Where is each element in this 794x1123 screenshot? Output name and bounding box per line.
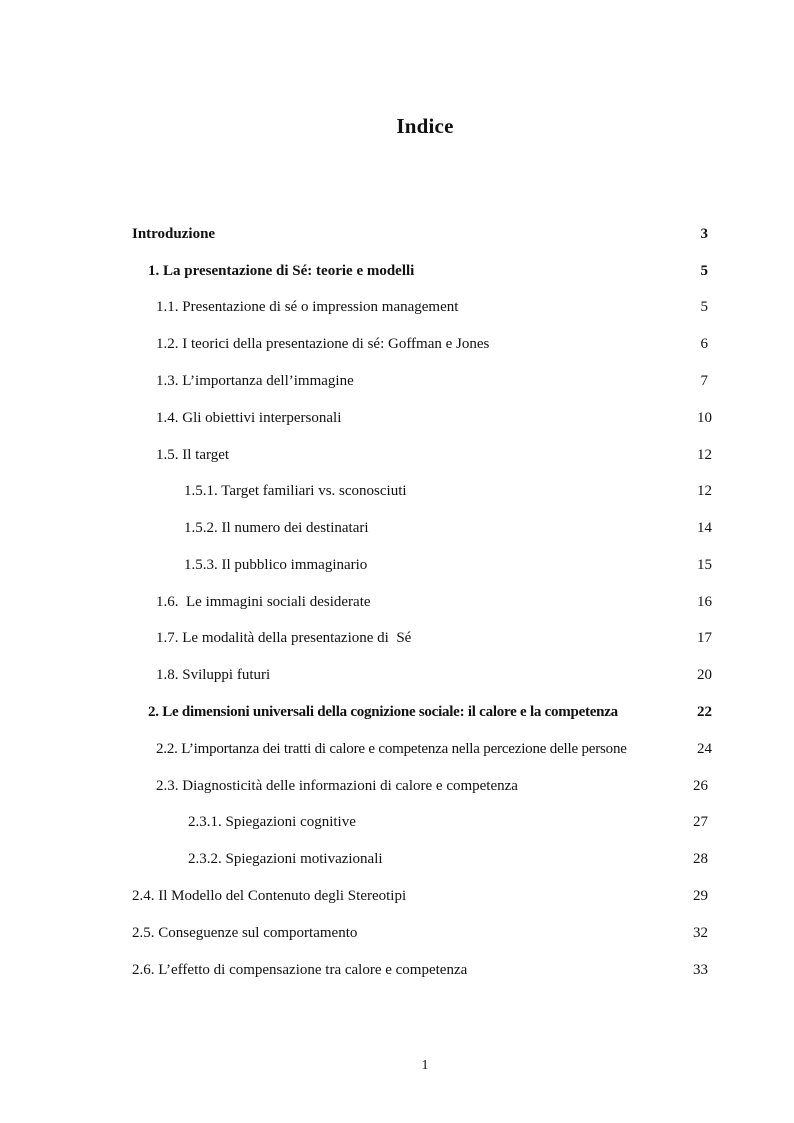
- toc-entry-2-3-1[interactable]: [188, 811, 708, 833]
- toc-entry-label: 1.5. Il target: [156, 447, 230, 463]
- toc-entry-1-8[interactable]: [156, 664, 712, 686]
- toc-entry-page: 26: [693, 778, 708, 794]
- toc-entry-label: 1.8. Sviluppi futuri: [156, 667, 271, 683]
- toc-entry-page: 7: [700, 373, 708, 389]
- toc-entry-label: 1.5.1. Target familiari vs. sconosciuti: [184, 483, 407, 499]
- toc-entry-page: 12: [697, 483, 712, 499]
- toc-entry-2-3[interactable]: [156, 775, 708, 797]
- toc-entry-page: 12: [697, 447, 712, 463]
- toc-entry-page: 32: [693, 925, 708, 941]
- toc-entry-label: 1.2. I teorici della presentazione di sé: Goffman e Jones: [156, 336, 490, 352]
- toc-entry-1-5[interactable]: [156, 444, 712, 466]
- toc-entry-page: 24: [697, 741, 712, 757]
- toc-entry-page: 16: [697, 594, 712, 610]
- toc-entry-1-3[interactable]: [156, 370, 708, 392]
- toc-entry-1-6[interactable]: [156, 591, 712, 613]
- toc-entry-1-5-3[interactable]: [184, 554, 712, 576]
- toc-entry-page: 3: [700, 226, 708, 242]
- toc-entry-label: 1.3. L’importanza dell’immagine: [156, 373, 354, 389]
- toc-entry-page: 15: [697, 557, 712, 573]
- toc-entry-page: 27: [693, 814, 708, 830]
- toc-entry-2-3-2[interactable]: [188, 848, 708, 870]
- toc-entry-1-4[interactable]: [156, 407, 712, 429]
- toc-entry-label: 2.3.1. Spiegazioni cognitive: [188, 814, 356, 830]
- toc-entry-2-5[interactable]: [132, 922, 708, 944]
- toc-entry-page: 5: [700, 263, 708, 279]
- toc-entry-label: 2.6. L’effetto di compensazione tra calore e competenza: [132, 962, 468, 978]
- toc-entry-2-6[interactable]: [132, 959, 708, 981]
- page-title: Indice: [396, 114, 454, 138]
- toc-entry-1-2[interactable]: [156, 333, 708, 355]
- toc-entry-label: 1. La presentazione di Sé: teorie e modelli: [148, 263, 415, 279]
- toc-entry-1-5-2[interactable]: [184, 517, 712, 539]
- toc-entry-label: 2.3.2. Spiegazioni motivazionali: [188, 851, 383, 867]
- toc-entry-label: 2.3. Diagnosticità delle informazioni di calore e competenza: [156, 778, 518, 794]
- toc-entry-1-5-1[interactable]: [184, 480, 712, 502]
- toc-entry-page: 10: [697, 410, 712, 426]
- toc-entry-page: 29: [693, 888, 708, 904]
- toc-entry-2-4[interactable]: [132, 885, 708, 907]
- toc-entry-page: 14: [697, 520, 712, 536]
- toc-entry-2-2[interactable]: [156, 738, 712, 760]
- toc-entry-1-7[interactable]: [156, 627, 712, 649]
- toc-entry-label: 1.5.3. Il pubblico immaginario: [184, 557, 368, 573]
- toc-entry-label: Introduzione: [132, 226, 216, 242]
- toc-entry-chapter-1[interactable]: [148, 260, 714, 282]
- toc-entry-page: 20: [697, 667, 712, 683]
- toc-entry-label: 1.5.2. Il numero dei destinatari: [184, 520, 369, 536]
- page-number: 1: [421, 1058, 429, 1073]
- toc-entry-page: 28: [693, 851, 708, 867]
- toc-entry-chapter-2[interactable]: [148, 701, 712, 723]
- toc-entry-label: 2.2. L’importanza dei tratti di calore e competenza nella percezione delle persone: [156, 741, 627, 757]
- toc-entry-page: 33: [693, 962, 708, 978]
- toc-entry-introduzione[interactable]: [132, 223, 714, 245]
- toc-entry-label: 2. Le dimensioni universali della cognizione sociale: il calore e la competenza: [148, 704, 618, 720]
- toc-entry-page: 5: [700, 299, 708, 315]
- toc-entry-label: 1.1. Presentazione di sé o impression management: [156, 299, 459, 315]
- toc-entry-label: 1.7. Le modalità della presentazione di Sé: [156, 630, 412, 646]
- toc-entry-page: 17: [697, 630, 712, 646]
- toc-entry-label: 1.4. Gli obiettivi interpersonali: [156, 410, 342, 426]
- toc-entry-page: 22: [697, 704, 712, 720]
- toc-entry-label: 2.4. Il Modello del Contenuto degli Stereotipi: [132, 888, 407, 904]
- toc-entry-label: 1.6. Le immagini sociali desiderate: [156, 594, 371, 610]
- toc-entry-label: 2.5. Conseguenze sul comportamento: [132, 925, 358, 941]
- toc-entry-page: 6: [700, 336, 708, 352]
- toc-entry-1-1[interactable]: [156, 296, 708, 318]
